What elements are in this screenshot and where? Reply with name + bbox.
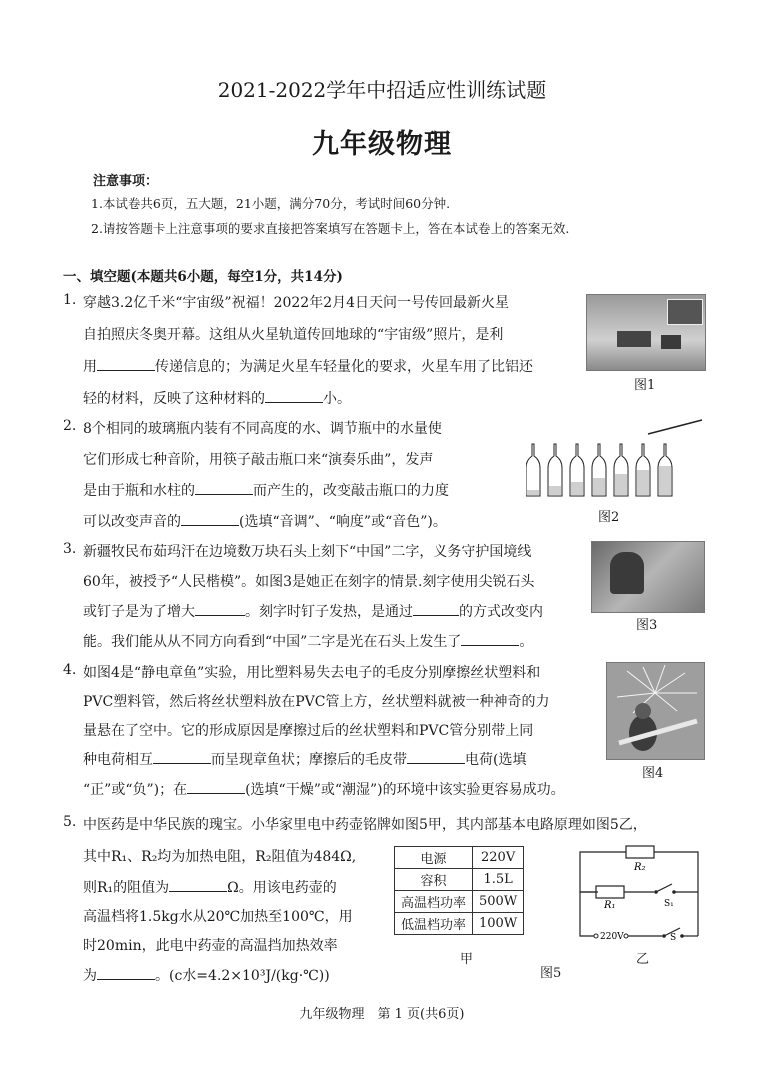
notice-item-2: 2.请按答题卡上注意事项的要求直接把答案填写在答题卡上，答在本试卷上的答案无效. bbox=[91, 221, 570, 236]
notice-item-1: 1.本试卷共6页，五大题，21小题，满分70分，考试时间60分钟. bbox=[91, 196, 451, 211]
figure-label: 图3 bbox=[636, 618, 658, 633]
question-number: 5. bbox=[63, 814, 77, 830]
question-text: 8个相同的玻璃瓶内装有不同高度的水、调节瓶中的水量使 bbox=[83, 421, 442, 437]
question-number: 4. bbox=[63, 662, 77, 678]
question-number: 3. bbox=[63, 541, 77, 557]
table-caption: 甲 bbox=[460, 952, 474, 967]
table-row: 容积 1.5L bbox=[395, 869, 524, 891]
question-text: 穿越3.2亿千米“宇宙级”祝福！2022年2月4日天问一号传回最新火星 bbox=[83, 295, 510, 311]
answer-blank bbox=[187, 779, 245, 794]
static-octopus-photo bbox=[606, 662, 705, 760]
question-text: 则R₁的阻值为 Ω。用该电药壶的 bbox=[83, 877, 337, 897]
inset-photo bbox=[667, 299, 703, 325]
figure-label: 图2 bbox=[598, 510, 620, 525]
question-text: 量悬在了空中。它的形成原因是摩擦过后的丝状塑料和PVC管分别带上同 bbox=[83, 723, 534, 739]
answer-blank bbox=[153, 749, 211, 764]
question-text: 能。我们能从从不同方向看到“中国”二字是光在石头上发生了 。 bbox=[83, 631, 533, 651]
answer-blank bbox=[461, 631, 519, 646]
question-text: 高温档将1.5kg水从20℃加热至100℃，用 bbox=[83, 909, 353, 925]
page-footer: 九年级物理 第 1 页(共6页) bbox=[299, 1007, 465, 1022]
notice-heading: 注意事项： bbox=[93, 174, 159, 189]
nameplate-table bbox=[394, 846, 524, 935]
answer-blank bbox=[195, 480, 253, 495]
circuit-diagram bbox=[576, 842, 704, 944]
question-number: 1. bbox=[63, 292, 77, 308]
question-text: 其中R₁、R₂均为加热电阻，R₂阻值为484Ω, bbox=[83, 849, 357, 865]
answer-blank bbox=[413, 601, 459, 616]
figure-label: 图1 bbox=[634, 378, 656, 393]
exam-title: 2021-2022学年中招适应性训练试题 bbox=[217, 78, 547, 102]
r2-label: R₂ bbox=[634, 862, 646, 873]
source-label: 220V bbox=[600, 932, 624, 942]
question-text: “正”或“负”)；在 (选填“干燥”或“潮湿”)的环境中该实验更容易成功。 bbox=[83, 779, 565, 799]
r1-label: R₁ bbox=[604, 900, 616, 911]
s-label: S bbox=[670, 933, 677, 943]
mars-rover-photo bbox=[586, 294, 706, 371]
circuit-caption: 乙 bbox=[636, 952, 650, 967]
rover-shape bbox=[617, 331, 651, 347]
question-text: 可以改变声音的 (选填“音调”、“响度”或“音色”)。 bbox=[83, 511, 447, 531]
answer-blank bbox=[407, 749, 465, 764]
lander-shape bbox=[661, 335, 681, 349]
question-text: 它们形成七种音阶，用筷子敲击瓶口来“演奏乐曲”，发声 bbox=[83, 452, 434, 468]
question-text: 是由于瓶和水柱的 而产生的，改变敲击瓶口的力度 bbox=[83, 480, 449, 500]
s1-label: S₁ bbox=[664, 899, 674, 909]
question-text: PVC塑料管，然后将丝状塑料放在PVC管上方，丝状塑料就被一种神奇的力 bbox=[83, 694, 550, 710]
answer-blank bbox=[97, 356, 155, 371]
question-text: 自拍照庆冬奥开幕。这组从火星轨道传回地球的“宇宙级”照片，是利 bbox=[83, 327, 504, 343]
glass-bottles-figure bbox=[526, 418, 704, 500]
section-heading: 一、填空题(本题共6小题，每空1分，共14分) bbox=[63, 269, 343, 285]
subject-title: 九年级物理 bbox=[312, 129, 452, 160]
question-text: 60年，被授予“人民楷模”。如图3是她正在刻字的情景.刻字使用尖锐石头 bbox=[83, 574, 535, 590]
question-text: 轻的材料，反映了这种材料的 小。 bbox=[83, 388, 351, 408]
answer-blank bbox=[97, 965, 155, 980]
person-shape bbox=[610, 552, 644, 594]
answer-blank bbox=[169, 877, 227, 892]
table-row: 电源 220V bbox=[395, 847, 524, 869]
octopus-strands bbox=[607, 663, 704, 759]
question-text: 如图4是“静电章鱼”实验，用比塑料易失去电子的毛皮分别摩擦丝状塑料和 bbox=[83, 665, 541, 681]
answer-blank bbox=[195, 601, 245, 616]
question-text: 时20min，此电中药壶的高温挡加热效率 bbox=[83, 938, 338, 954]
table-row: 低温档功率 100W bbox=[395, 913, 524, 935]
answer-blank bbox=[265, 388, 323, 403]
question-text: 为 。(c水=4.2×10³J/(kg·℃)) bbox=[83, 965, 330, 985]
figure-label: 图4 bbox=[642, 766, 664, 781]
question-text: 种电荷相互 而呈现章鱼状；摩擦后的毛皮带 电荷(选填 bbox=[83, 749, 526, 769]
figure-label: 图5 bbox=[540, 966, 562, 981]
question-text: 用 传递信息的；为满足火星车轻量化的要求，火星车用了比铝还 bbox=[83, 356, 533, 376]
question-text: 或钉子是为了增大 。刻字时钉子发热，是通过 的方式改变内 bbox=[83, 601, 543, 621]
table-row: 高温档功率 500W bbox=[395, 891, 524, 913]
carving-photo bbox=[591, 541, 705, 613]
question-text: 中医药是中华民族的瑰宝。小华家里电中药壶铭牌如图5甲，其内部基本电路原理如图5乙， bbox=[83, 817, 647, 833]
question-text: 新疆牧民布茹玛汗在边境数万块石头上刻下“中国”二字，义务守护国境线 bbox=[83, 544, 532, 560]
answer-blank bbox=[181, 511, 239, 526]
question-number: 2. bbox=[63, 418, 77, 434]
